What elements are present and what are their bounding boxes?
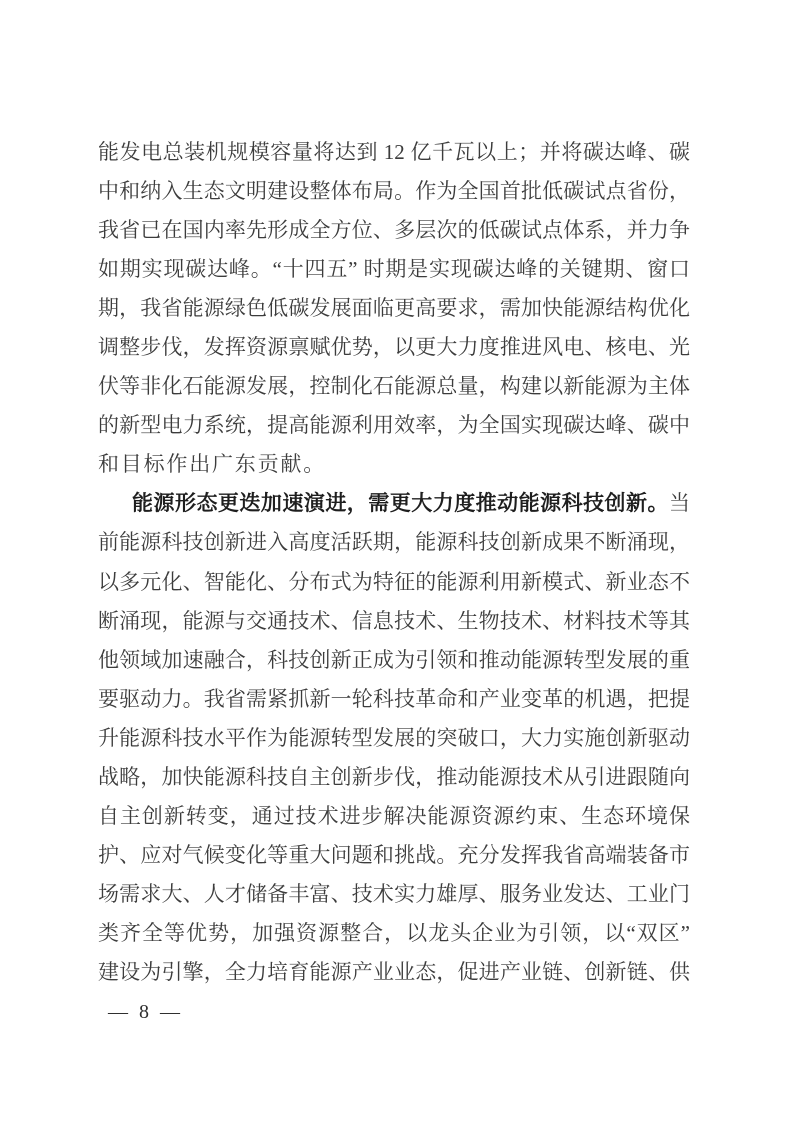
text-line (98, 523, 690, 562)
text-segment: 升能源科技水平作为能源转型发展的突破口，大力实施创新驱动 (98, 725, 690, 750)
text-line (98, 680, 690, 719)
text-line (98, 953, 690, 992)
page-number: — 8 — (108, 1001, 183, 1023)
text-segment: 调整步伐，发挥资源禀赋优势，以更大力度推进风电、核电、光 (98, 335, 690, 360)
text-segment: 以多元化、智能化、分布式为特征的能源利用新模式、新业态不 (98, 569, 690, 594)
text-segment: 伏等非化石能源发展，控制化石能源总量，构建以新能源为主体 (98, 374, 690, 399)
document-body (98, 133, 690, 992)
text-segment: 断涌现，能源与交通技术、信息技术、生物技术、材料技术等其 (98, 608, 690, 633)
text-segment: 中和纳入生态文明建设整体布局。作为全国首批低碳试点省份， (98, 179, 690, 204)
text-line (98, 328, 690, 367)
text-line (98, 641, 690, 680)
text-segment: 如期实现碳达峰。“十四五” 时期是实现碳达峰的关键期、窗口 (98, 257, 690, 282)
text-line (98, 484, 690, 523)
text-line (98, 758, 690, 797)
text-segment: 的新型电力系统，提高能源利用效率，为全国实现碳达峰、碳中 (98, 413, 690, 438)
text-line (98, 875, 690, 914)
bold-text-segment: 能源形态更迭加速演进，需更大力度推动能源科技创新。 (132, 491, 669, 516)
text-line (98, 406, 690, 445)
text-segment: 和目标作出广东贡献。 (98, 452, 326, 477)
text-line (98, 289, 690, 328)
text-segment: 前能源科技创新进入高度活跃期，能源科技创新成果不断涌现， (98, 530, 690, 555)
text-line (98, 445, 690, 484)
text-line (98, 172, 690, 211)
text-segment: 要驱动力。我省需紧抓新一轮科技革命和产业变革的机遇，把提 (98, 686, 690, 711)
text-line (98, 133, 690, 172)
text-segment: 他领域加速融合，科技创新正成为引领和推动能源转型发展的重 (98, 647, 690, 672)
text-line (98, 836, 690, 875)
text-segment: 当 (669, 491, 690, 516)
text-segment: 期，我省能源绿色低碳发展面临更高要求，需加快能源结构优化 (98, 296, 690, 321)
text-segment: 类齐全等优势，加强资源整合，以龙头企业为引领，以“双区” (98, 920, 690, 945)
text-line (98, 367, 690, 406)
text-segment: 战略，加快能源科技自主创新步伐，推动能源技术从引进跟随向 (98, 764, 690, 789)
text-line (98, 797, 690, 836)
text-line (98, 602, 690, 641)
text-line (98, 211, 690, 250)
text-line (98, 719, 690, 758)
text-line (98, 250, 690, 289)
text-segment: 护、应对气候变化等重大问题和挑战。充分发挥我省高端装备市 (98, 842, 690, 867)
text-segment: 自主创新转变，通过技术进步解决能源资源约束、生态环境保 (98, 803, 690, 828)
text-line (98, 563, 690, 602)
text-segment: 我省已在国内率先形成全方位、多层次的低碳试点体系，并力争 (98, 218, 690, 243)
text-segment: 能发电总装机规模容量将达到 12 亿千瓦以上；并将碳达峰、碳 (98, 140, 690, 164)
text-segment: 场需求大、人才储备丰富、技术实力雄厚、服务业发达、工业门 (98, 881, 690, 906)
text-segment: 建设为引擎，全力培育能源产业业态，促进产业链、创新链、供 (98, 959, 690, 984)
text-line (98, 914, 690, 953)
